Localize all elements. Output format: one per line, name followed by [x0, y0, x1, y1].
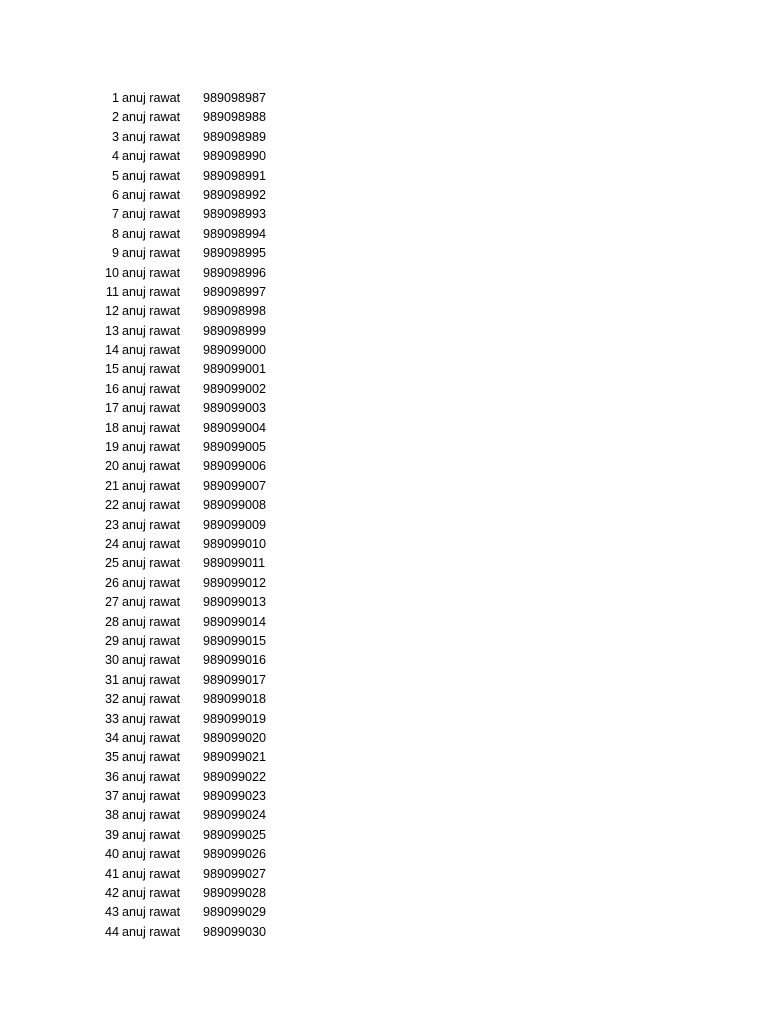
row-name: anuj rawat — [122, 420, 181, 435]
row-phone: 989099016 — [203, 653, 267, 668]
row-name: anuj rawat — [122, 401, 181, 416]
row-phone: 989099006 — [203, 459, 267, 474]
table-row — [0, 535, 768, 554]
row-phone: 989099009 — [203, 517, 267, 532]
row-phone: 989099011 — [203, 556, 266, 571]
table-row — [0, 865, 768, 884]
row-phone: 989098992 — [203, 187, 267, 202]
table-row — [0, 729, 768, 748]
row-number: 41 — [104, 866, 119, 881]
row-number: 11 — [105, 284, 119, 299]
table-row — [0, 613, 768, 632]
table-row — [0, 806, 768, 825]
table-row — [0, 671, 768, 690]
row-number: 38 — [104, 808, 119, 823]
table-row — [0, 380, 768, 399]
table-row — [0, 302, 768, 321]
row-number: 42 — [104, 886, 119, 901]
row-name: anuj rawat — [122, 905, 181, 920]
table-row — [0, 244, 768, 263]
table-row — [0, 147, 768, 166]
row-number: 25 — [104, 556, 119, 571]
row-name: anuj rawat — [122, 381, 181, 396]
row-number: 3 — [111, 129, 119, 144]
row-phone: 989099014 — [203, 614, 267, 629]
row-number: 43 — [104, 905, 119, 920]
table-row — [0, 128, 768, 147]
row-number: 33 — [104, 711, 119, 726]
table-row — [0, 186, 768, 205]
row-number: 13 — [104, 323, 119, 338]
table-row — [0, 438, 768, 457]
table-row — [0, 710, 768, 729]
table-row — [0, 826, 768, 845]
table-row — [0, 477, 768, 496]
row-phone: 989099024 — [203, 808, 267, 823]
data-sheet — [0, 89, 768, 942]
row-name: anuj rawat — [122, 866, 181, 881]
row-phone: 989099008 — [203, 498, 267, 513]
row-name: anuj rawat — [122, 168, 181, 183]
row-phone: 989099018 — [203, 692, 267, 707]
table-row — [0, 651, 768, 670]
row-phone: 989098997 — [203, 284, 267, 299]
row-name: anuj rawat — [122, 924, 181, 939]
row-phone: 989099020 — [203, 730, 267, 745]
row-phone: 989099001 — [203, 362, 267, 377]
row-name: anuj rawat — [122, 343, 181, 358]
row-phone: 989099028 — [203, 886, 267, 901]
row-number: 1 — [111, 91, 119, 105]
table-row — [0, 264, 768, 283]
row-number: 10 — [104, 265, 119, 280]
table-row — [0, 516, 768, 535]
row-name: anuj rawat — [122, 886, 181, 901]
row-phone: 989099027 — [203, 866, 267, 881]
row-number: 40 — [104, 847, 119, 862]
table-row — [0, 322, 768, 341]
table-row — [0, 283, 768, 302]
row-phone: 989098994 — [203, 226, 267, 241]
row-name: anuj rawat — [122, 556, 181, 571]
row-name: anuj rawat — [122, 633, 181, 648]
row-number: 26 — [104, 575, 119, 590]
row-number: 18 — [104, 420, 119, 435]
row-name: anuj rawat — [122, 323, 181, 338]
row-number: 6 — [111, 187, 119, 202]
row-name: anuj rawat — [122, 187, 181, 202]
row-phone: 989099023 — [203, 789, 267, 804]
row-phone: 989098993 — [203, 207, 267, 222]
table-row — [0, 554, 768, 573]
row-number: 36 — [104, 769, 119, 784]
row-number: 37 — [104, 789, 119, 804]
row-number: 24 — [104, 536, 119, 551]
table-row — [0, 496, 768, 515]
row-number: 44 — [104, 924, 119, 939]
row-name: anuj rawat — [122, 575, 181, 590]
row-phone: 989098987 — [203, 91, 267, 105]
row-number: 19 — [104, 440, 119, 455]
row-name: anuj rawat — [122, 304, 181, 319]
table-row — [0, 167, 768, 186]
row-number: 23 — [104, 517, 119, 532]
row-name: anuj rawat — [122, 265, 181, 280]
row-phone: 989099015 — [203, 633, 267, 648]
row-name: anuj rawat — [122, 827, 181, 842]
table-row — [0, 593, 768, 612]
row-number: 17 — [104, 401, 119, 416]
row-number: 15 — [104, 362, 119, 377]
table-row — [0, 399, 768, 418]
row-name: anuj rawat — [122, 246, 181, 261]
row-name: anuj rawat — [122, 284, 181, 299]
row-name: anuj rawat — [122, 459, 181, 474]
row-name: anuj rawat — [122, 478, 181, 493]
row-name: anuj rawat — [122, 110, 181, 125]
row-phone: 989099022 — [203, 769, 267, 784]
row-number: 4 — [111, 149, 119, 164]
row-number: 21 — [104, 478, 119, 493]
table-row — [0, 419, 768, 438]
row-number: 35 — [104, 750, 119, 765]
row-phone: 989099005 — [203, 440, 267, 455]
row-phone: 989098989 — [203, 129, 267, 144]
row-name: anuj rawat — [122, 692, 181, 707]
table-row — [0, 845, 768, 864]
row-phone: 989099007 — [203, 478, 267, 493]
row-name: anuj rawat — [122, 440, 181, 455]
row-name: anuj rawat — [122, 536, 181, 551]
table-row — [0, 690, 768, 709]
row-name: anuj rawat — [122, 207, 181, 222]
row-name: anuj rawat — [122, 91, 181, 105]
row-number: 16 — [104, 381, 119, 396]
row-phone: 989099029 — [203, 905, 267, 920]
row-phone: 989098988 — [203, 110, 267, 125]
table-row — [0, 768, 768, 787]
row-number: 34 — [104, 730, 119, 745]
row-name: anuj rawat — [122, 847, 181, 862]
row-name: anuj rawat — [122, 672, 181, 687]
row-number: 22 — [104, 498, 119, 513]
row-number: 20 — [104, 459, 119, 474]
row-name: anuj rawat — [122, 498, 181, 513]
row-phone: 989099021 — [203, 750, 267, 765]
row-number: 12 — [104, 304, 119, 319]
row-phone: 989098998 — [203, 304, 267, 319]
row-phone: 989099012 — [203, 575, 267, 590]
table-row — [0, 574, 768, 593]
row-number: 32 — [104, 692, 119, 707]
row-phone: 989099030 — [203, 924, 267, 939]
row-name: anuj rawat — [122, 362, 181, 377]
table-row — [0, 884, 768, 903]
row-name: anuj rawat — [122, 517, 181, 532]
row-name: anuj rawat — [122, 653, 181, 668]
row-phone: 989099004 — [203, 420, 267, 435]
table-row — [0, 108, 768, 127]
row-name: anuj rawat — [122, 769, 181, 784]
row-phone: 989099010 — [203, 536, 267, 551]
row-name: anuj rawat — [122, 808, 181, 823]
row-number: 8 — [111, 226, 119, 241]
row-name: anuj rawat — [122, 595, 181, 610]
table-row — [0, 923, 768, 942]
row-number: 29 — [104, 633, 119, 648]
row-number: 7 — [111, 207, 119, 222]
table-row — [0, 341, 768, 360]
row-phone: 989098990 — [203, 149, 267, 164]
row-number: 9 — [111, 246, 119, 261]
row-phone: 989099026 — [203, 847, 267, 862]
row-name: anuj rawat — [122, 711, 181, 726]
row-name: anuj rawat — [122, 614, 181, 629]
table-row — [0, 205, 768, 224]
row-phone: 989098991 — [203, 168, 267, 183]
row-number: 5 — [111, 168, 119, 183]
row-phone: 989099003 — [203, 401, 267, 416]
row-phone: 989099019 — [203, 711, 267, 726]
row-number: 2 — [111, 110, 119, 125]
row-phone: 989098995 — [203, 246, 267, 261]
row-name: anuj rawat — [122, 129, 181, 144]
row-phone: 989099002 — [203, 381, 267, 396]
row-phone: 989098999 — [203, 323, 267, 338]
row-number: 28 — [104, 614, 119, 629]
row-phone: 989099013 — [203, 595, 267, 610]
row-number: 31 — [104, 672, 119, 687]
row-name: anuj rawat — [122, 789, 181, 804]
table-row — [0, 787, 768, 806]
row-number: 27 — [104, 595, 119, 610]
row-number: 14 — [104, 343, 119, 358]
table-row — [0, 748, 768, 767]
table-row — [0, 89, 768, 108]
row-name: anuj rawat — [122, 149, 181, 164]
row-name: anuj rawat — [122, 750, 181, 765]
row-phone: 989099000 — [203, 343, 267, 358]
table-row — [0, 225, 768, 244]
row-name: anuj rawat — [122, 730, 181, 745]
row-number: 39 — [104, 827, 119, 842]
table-row — [0, 903, 768, 922]
table-row — [0, 360, 768, 379]
table-row — [0, 632, 768, 651]
row-name: anuj rawat — [122, 226, 181, 241]
row-phone: 989099017 — [203, 672, 267, 687]
row-phone: 989099025 — [203, 827, 267, 842]
table-row — [0, 457, 768, 476]
row-number: 30 — [104, 653, 119, 668]
row-phone: 989098996 — [203, 265, 267, 280]
